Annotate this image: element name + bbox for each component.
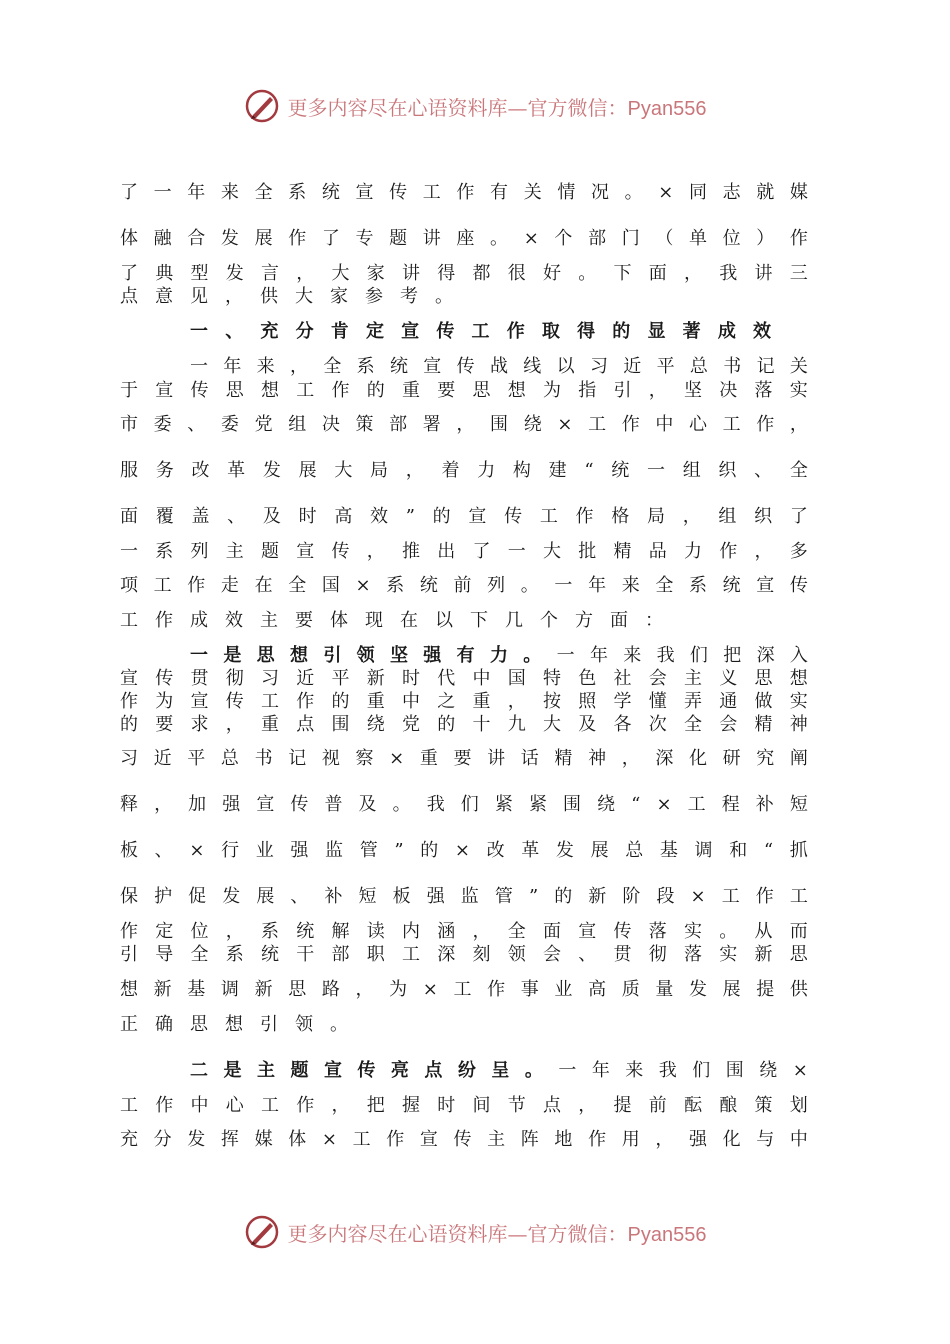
body-text-line: 于 宣 传 思 想 工 作 的 重 要 思 想 为 指 引 ， 坚 决 落 实 (120, 380, 808, 401)
body-text-line: 正 确 思 想 引 领 。 (120, 1014, 348, 1035)
body-text-line: 面 覆 盖 、 及 时 高 效 ” 的 宣 传 工 作 格 局 ， 组 织 了 (120, 506, 808, 527)
wechat-id: Pyan556 (627, 1223, 707, 1246)
body-text-line: 宣 传 贯 彻 习 近 平 新 时 代 中 国 特 色 社 会 主 义 思 想 (120, 668, 808, 689)
pen-seal-logo-icon (244, 88, 280, 124)
watermark-banner-bottom (0, 1212, 950, 1252)
body-text-line: 作 为 宣 传 工 作 的 重 中 之 重 ， 按 照 学 懂 弄 通 做 实 (120, 691, 808, 712)
body-text-line: 作 定 位 ， 系 统 解 读 内 涵 ， 全 面 宣 传 落 实 。 从 而 (120, 921, 808, 942)
watermark-text: 更多内容尽在心语资料库—官方微信：Pyan556 (287, 95, 707, 120)
body-text-line: 一 年 来 ， 全 系 统 宣 传 战 线 以 习 近 平 总 书 记 关 (190, 356, 808, 377)
heading-line: 一 、 充 分 肯 定 宣 传 工 作 取 得 的 显 著 成 效 (190, 321, 771, 342)
body-text-line: 一 系 列 主 题 宣 传 ， 推 出 了 一 大 批 精 品 力 作 ， 多 (120, 541, 808, 562)
body-text-line: 板 、 × 行 业 强 监 管 ” 的 × 改 革 发 展 总 基 调 和 “ 抓 (120, 840, 808, 861)
watermark-banner-top (0, 86, 950, 126)
heading-line: 二 是 主 题 宣 传 亮 点 纷 呈 。 一 年 来 我 们 围 绕 × (190, 1060, 808, 1081)
body-text-line: 保 护 促 发 展 、 补 短 板 强 监 管 ” 的 新 阶 段 × 工 作 工 (120, 886, 808, 907)
body-text-line: 引 导 全 系 统 干 部 职 工 深 刻 领 会 、 贯 彻 落 实 新 思 (120, 944, 808, 965)
body-text-line: 工 作 成 效 主 要 体 现 在 以 下 几 个 方 面 ： (120, 610, 663, 631)
body-text-line: 的 要 求 ， 重 点 围 绕 党 的 十 九 大 及 各 次 全 会 精 神 (120, 714, 808, 735)
body-text-line: 了 一 年 来 全 系 统 宣 传 工 作 有 关 情 况 。 × 同 志 就 媒 (120, 182, 808, 203)
body-text-line: 习 近 平 总 书 记 视 察 × 重 要 讲 话 精 神 ， 深 化 研 究 阐 (120, 748, 808, 769)
heading-line: 一 是 思 想 引 领 坚 强 有 力 。 一 年 来 我 们 把 深 入 (190, 645, 808, 666)
body-text-line: 体 融 合 发 展 作 了 专 题 讲 座 。 × 个 部 门 （ 单 位 ） 作 (120, 228, 808, 249)
body-text-line: 工 作 中 心 工 作 ， 把 握 时 间 节 点 ， 提 前 酝 酿 策 划 (120, 1095, 808, 1116)
body-text-line: 项 工 作 走 在 全 国 × 系 统 前 列 。 一 年 来 全 系 统 宣 传 (120, 575, 808, 596)
body-text-line: 市 委 、 委 党 组 决 策 部 署 ， 围 绕 × 工 作 中 心 工 作 ， (120, 414, 808, 435)
wechat-id: Pyan556 (627, 97, 707, 120)
pen-seal-logo-icon (244, 1214, 280, 1250)
body-text-line: 释 ， 加 强 宣 传 普 及 。 我 们 紧 紧 围 绕 “ × 工 程 补 短 (120, 794, 808, 815)
body-text-line: 了 典 型 发 言 ， 大 家 讲 得 都 很 好 。 下 面 ， 我 讲 三 (120, 263, 808, 284)
body-text-line: 充 分 发 挥 媒 体 × 工 作 宣 传 主 阵 地 作 用 ， 强 化 与 中 (120, 1129, 808, 1150)
body-text-line: 服 务 改 革 发 展 大 局 ， 着 力 构 建 “ 统 一 组 织 、 全 (120, 460, 808, 481)
body-text-line: 点 意 见 ， 供 大 家 参 考 。 (120, 286, 453, 307)
watermark-text: 更多内容尽在心语资料库—官方微信：Pyan556 (287, 1221, 707, 1246)
body-text-line: 想 新 基 调 新 思 路 ， 为 × 工 作 事 业 高 质 量 发 展 提 供 (120, 979, 808, 1000)
